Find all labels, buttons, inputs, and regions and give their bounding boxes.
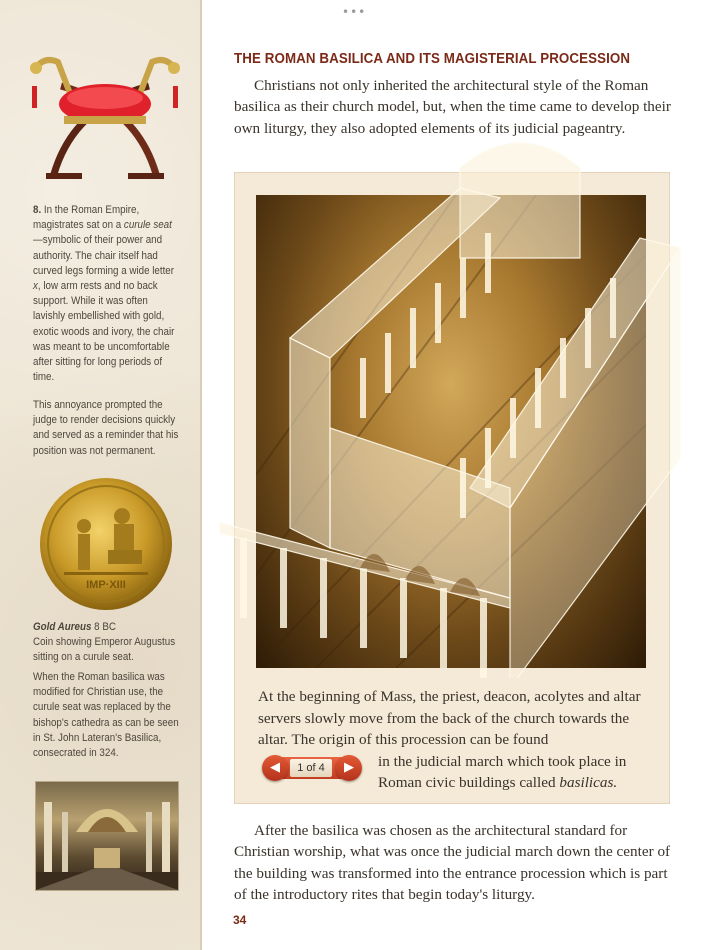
gold-aureus-coin-image xyxy=(38,476,174,612)
more-menu-icon[interactable]: ••• xyxy=(342,5,367,19)
image-pager xyxy=(262,755,362,781)
curule-chair-image xyxy=(24,46,186,186)
coin-description: Coin showing Emperor Augustus sitting on a curule seat. xyxy=(33,636,176,664)
lateran-basilica-interior-image xyxy=(36,782,178,890)
figure-caption-text-2: in the judicial march which took place in Roman civic buildings called xyxy=(378,752,627,791)
annoyance-paragraph: This annoyance prompted the judge to render decisions quickly and served as a reminder that his position was not permanent. xyxy=(33,399,179,457)
caption-term: curule seat xyxy=(123,219,172,232)
caption-text: In the Roman Empire, magistrates sat on a xyxy=(33,204,140,232)
pager-previous-button[interactable] xyxy=(262,755,288,781)
page-number: 34 xyxy=(233,913,247,927)
chair-caption xyxy=(33,203,181,385)
figure-caption-continued xyxy=(378,751,658,794)
intro-paragraph: Christians not only inherited the architectural style of the Roman basilica as their church model, but, when the time came to develop their own liturgy, they also adopted elements of its judicial pageantry. xyxy=(234,77,671,137)
figure-caption-term: basilicas. xyxy=(559,774,618,791)
coin-title: Gold Aureus xyxy=(33,621,92,633)
section-heading: THE ROMAN BASILICA AND ITS MAGISTERIAL PROCESSION xyxy=(234,51,631,67)
caption-text: , low arm rests and no back support. While it was often lavishly embellished with gold, exotic woods and ivory, the chair was meant to be uncomfortable after sitting for long periods of time. xyxy=(33,280,175,384)
pager-next-button[interactable] xyxy=(336,755,362,781)
coin-caption xyxy=(33,620,181,666)
cathedra-paragraph: When the Roman basilica was modified for Christian use, the curule seat was replaced by the bishop's cathedra as can be seen in St. John Lateran's Basilica, consecrated in 324. xyxy=(33,671,179,760)
sidebar xyxy=(0,0,202,950)
pager-label: 1 of 4 xyxy=(290,759,332,777)
chevron-right-icon: ▶ xyxy=(344,760,354,775)
pager-track xyxy=(282,757,342,779)
chevron-left-icon: ◀ xyxy=(270,760,280,775)
figure-caption-text: At the beginning of Mass, the priest, deacon, acolytes and altar servers slowly move from the back of the church towards the altar. The origin of this procession can be found xyxy=(258,688,641,748)
coin-date: 8 BC xyxy=(91,621,116,633)
basilica-structure-image xyxy=(210,128,690,678)
caption-text: —symbolic of their power and authority. The chair itself had curved legs forming a wide letter xyxy=(33,234,175,277)
outro-paragraph: After the basilica was chosen as the architectural standard for Christian worship, what was once the judicial march down the center of the building was transformed into the entrance procession which is part of the introductory rites that begin today's liturgy. xyxy=(234,822,671,903)
caption-letter: x xyxy=(33,280,38,293)
coin-inscription: IMP·XIII xyxy=(86,579,126,591)
caption-number: 8. xyxy=(33,204,42,216)
